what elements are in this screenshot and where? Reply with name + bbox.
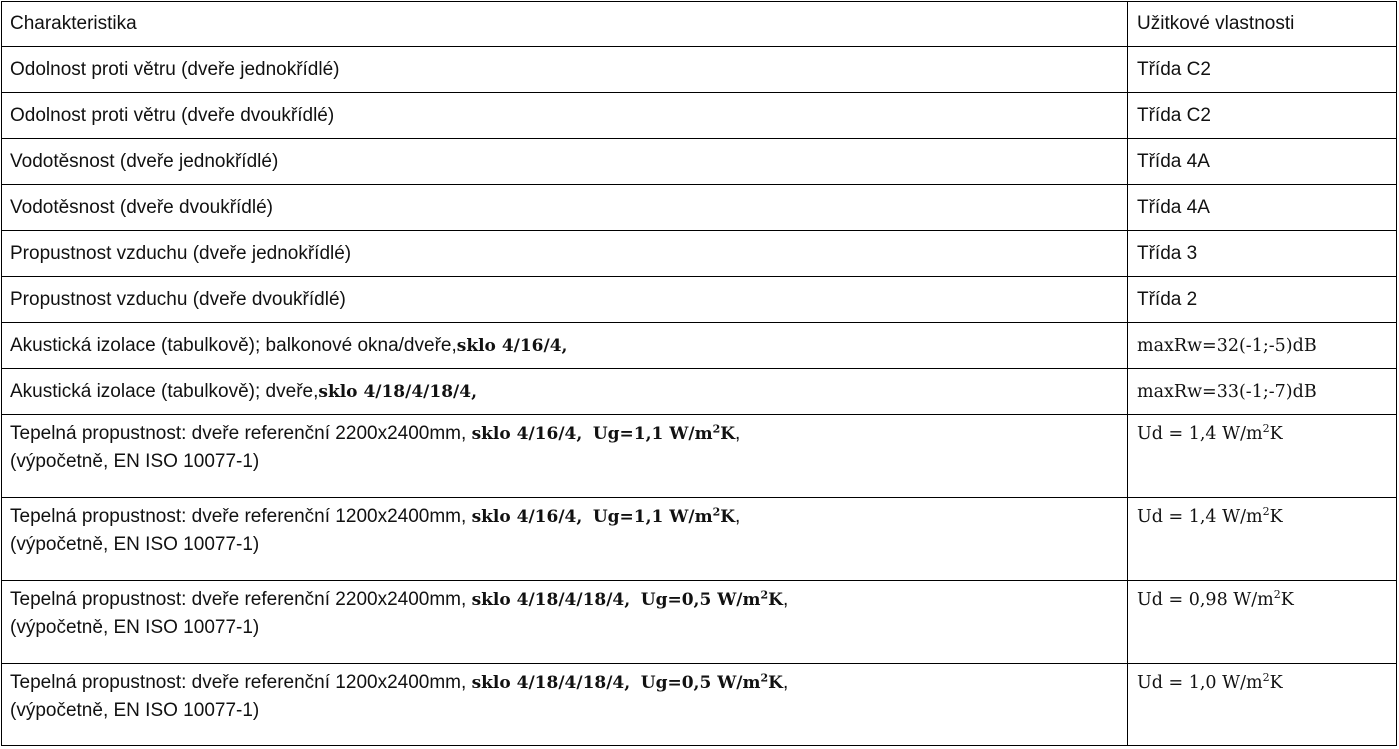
ud-value: Ud = 1,4 W/m [1137, 507, 1263, 527]
ud-value: Ud = 1,4 W/m [1137, 424, 1263, 444]
ug-value [641, 590, 783, 610]
table-row [2, 498, 1396, 581]
row-value: Třída 3 [1127, 231, 1396, 276]
row-method: (výpočetně, EN ISO 10077-1) [10, 700, 260, 721]
row-comma: , [782, 589, 789, 610]
row-text: Tepelná propustnost: dveře referenční 1200x2400mm, [10, 506, 472, 527]
table-row [2, 369, 1396, 415]
row-characteristic [2, 581, 1127, 663]
row-characteristic [2, 664, 1127, 745]
glass-spec: sklo 4/16/4, [456, 335, 568, 356]
ug-value-text: Ug=0,5 W/m [640, 590, 761, 610]
ug-value [593, 507, 735, 527]
ug-value-text: Ug=1,1 W/m [592, 424, 713, 444]
row-value: Třída 4A [1127, 185, 1396, 230]
ud-superscript: 2 [1262, 422, 1270, 436]
row-value [1127, 581, 1396, 663]
row-comma: , [735, 506, 741, 527]
table-row [2, 231, 1396, 277]
header-performance: Užitkové vlastnosti [1127, 2, 1396, 46]
row-value [1127, 498, 1396, 580]
row-comma: , [782, 672, 789, 693]
ud-superscript: 2 [1262, 671, 1270, 685]
glass-spec: sklo 4/16/4, [471, 507, 583, 527]
glass-spec: sklo 4/16/4, [471, 424, 583, 444]
table-row [2, 277, 1396, 323]
row-text: Akustická izolace (tabulkově); dveře, [10, 380, 319, 402]
table-row [2, 47, 1396, 93]
row-value: Třída 2 [1127, 277, 1396, 322]
row-value: Třída C2 [1127, 93, 1396, 138]
row-value [1127, 415, 1396, 497]
row-text: Tepelná propustnost: dveře referenční 2200x2400mm, [10, 589, 472, 610]
row-method: (výpočetně, EN ISO 10077-1) [10, 534, 260, 555]
table-row [2, 415, 1396, 498]
row-value: Třída C2 [1127, 47, 1396, 92]
table-row [2, 581, 1396, 664]
ug-unit: K [768, 673, 783, 693]
glass-spec: sklo 4/18/4/18/4, [471, 673, 631, 693]
row-characteristic: Odolnost proti větru (dveře jednokřídlé) [10, 58, 340, 80]
row-value: Třída 4A [1127, 139, 1396, 184]
ug-superscript: 2 [760, 671, 769, 685]
row-characteristic: Propustnost vzduchu (dveře jednokřídlé) [10, 242, 352, 264]
row-value: maxRw=33(-1;-7)dB [1127, 369, 1396, 414]
table-row [2, 93, 1396, 139]
row-characteristic [2, 498, 1127, 580]
glass-spec: sklo 4/18/4/18/4, [318, 381, 477, 402]
table-row [2, 185, 1396, 231]
ud-unit: K [1269, 424, 1283, 444]
ug-superscript: 2 [712, 505, 721, 519]
row-text: Akustická izolace (tabulkově); balkonové okna/dveře, [10, 334, 457, 356]
ug-value [593, 424, 735, 444]
ug-value-text: Ug=0,5 W/m [640, 673, 761, 693]
table-header-row [2, 2, 1396, 47]
header-characteristic: Charakteristika [10, 13, 137, 34]
ug-unit: K [720, 507, 736, 527]
row-characteristic: Vodotěsnost (dveře dvoukřídlé) [10, 196, 273, 218]
row-characteristic: Propustnost vzduchu (dveře dvoukřídlé) [10, 288, 346, 310]
row-text: Tepelná propustnost: dveře referenční 1200x2400mm, [10, 672, 472, 693]
row-value [1127, 664, 1396, 745]
row-comma: , [735, 423, 741, 444]
table-row [2, 664, 1396, 745]
ud-superscript: 2 [1273, 588, 1281, 602]
performance-table [1, 1, 1397, 746]
row-text: Tepelná propustnost: dveře referenční 2200x2400mm, [10, 423, 472, 444]
ud-superscript: 2 [1262, 505, 1270, 519]
ud-value: Ud = 0,98 W/m [1137, 590, 1274, 610]
row-characteristic [2, 323, 1127, 368]
ug-unit: K [720, 424, 736, 444]
row-method: (výpočetně, EN ISO 10077-1) [10, 451, 260, 472]
table-row [2, 139, 1396, 185]
ug-unit: K [768, 590, 783, 610]
row-characteristic [2, 369, 1127, 414]
ug-value-text: Ug=1,1 W/m [592, 507, 713, 527]
row-method: (výpočetně, EN ISO 10077-1) [10, 617, 260, 638]
ug-value [641, 673, 783, 693]
table-row [2, 323, 1396, 369]
ug-superscript: 2 [712, 422, 721, 436]
row-value: maxRw=32(-1;-5)dB [1127, 323, 1396, 368]
row-characteristic: Vodotěsnost (dveře jednokřídlé) [10, 150, 279, 172]
row-characteristic [2, 415, 1127, 497]
ud-unit: K [1269, 507, 1283, 527]
ud-value: Ud = 1,0 W/m [1137, 673, 1263, 693]
row-characteristic: Odolnost proti větru (dveře dvoukřídlé) [10, 104, 335, 126]
ud-unit: K [1280, 590, 1294, 610]
ud-unit: K [1269, 673, 1283, 693]
ug-superscript: 2 [760, 588, 769, 602]
glass-spec: sklo 4/18/4/18/4, [471, 590, 631, 610]
